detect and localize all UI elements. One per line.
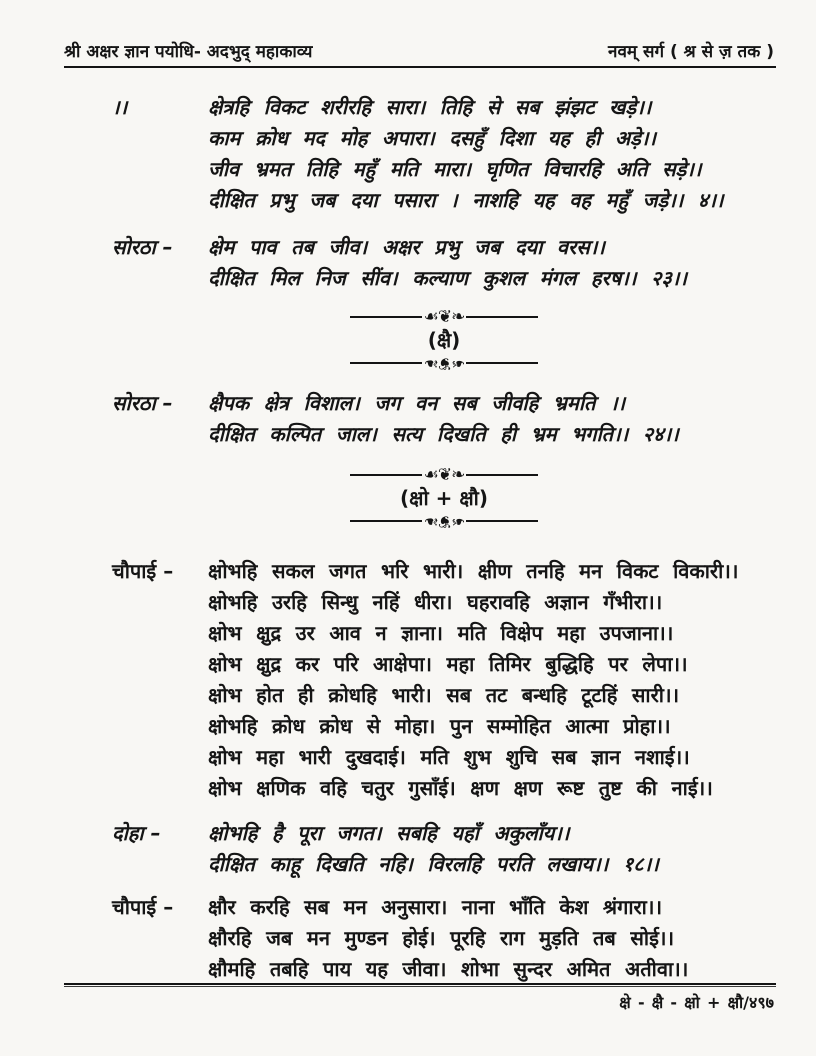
verse-lines [208,388,776,450]
divider-line-segment [466,362,538,364]
verse-block [112,232,776,294]
ornament-row [350,466,539,484]
floral-ornament-icon: ☙❦❧ [423,307,465,327]
verse-line: क्षोभ क्षणिक वहि चतुर गुसाँई। क्षण क्षण रूष्ट तुष्ट की नाई।। [208,776,713,800]
divider-line-segment [350,316,422,318]
divider-line-segment [466,520,538,522]
verse-block [112,556,776,804]
verse-label: ।। [112,95,128,119]
verse-block [112,818,776,880]
verse-label: सोरठा – [112,235,173,259]
verse-line: दीक्षित प्रभु जब दया पसारा । नाशहि यह वह महुँ जड़े।। ४।। [208,188,724,212]
floral-ornament-icon: ☙❦❧ [423,353,465,373]
verse-line: क्षौमहि तबहि पाय यह जीवा। शोभा सुन्दर अमित अतीवा।। [208,957,689,981]
header-title-left: श्री अक्षर ज्ञान पयोधि- अदभुद् महाकाव्य [64,42,313,62]
page-body [112,92,776,985]
verse-line: दीक्षित कल्पित जाल। सत्य दिखति ही भ्रम भगति।। २४।। [208,422,679,446]
verse-line: क्षोभ होत ही क्रोधहि भारी। सब तट बन्धहि टूटहिं सारी।। [208,683,680,707]
verse-line: क्षोभ क्षुद्र कर परि आक्षेपा। महा तिमिर बुद्धिहि पर लेपा।। [208,652,688,676]
verse-line: क्षेम पाव तब जीव। अक्षर प्रभु जब दया वरस।। [208,235,605,259]
verse-label: चौपाई – [112,895,174,919]
floral-ornament-icon: ☙❦❧ [423,511,465,531]
section-divider [112,466,776,530]
verse-line: जीव भ्रमत तिहि महुँ मति मारा। घृणित विचारहि अति सड़े।। [208,157,702,181]
divider-caption: (क्षै) [427,328,461,352]
verse-line: काम क्रोध मद मोह अपारा। दसहुँ दिशा यह ही अड़े।। [208,126,657,150]
verse-line: क्षोभ महा भारी दुखदाई। मति शुभ शुचि सब ज्ञान नशाई।। [208,745,690,769]
ornament-row [350,308,539,326]
verse-block [112,92,776,216]
floral-ornament-icon: ☙❦❧ [423,465,465,485]
verse-block [112,892,776,985]
verse-line: दीक्षित मिल निज सींव। कल्याण कुशल मंगल हरष।। २३।। [208,266,687,290]
verse-line: क्षोभ क्षुद्र उर आव न ज्ञाना। मति विक्षेप महा उपजाना।। [208,621,674,645]
footer-page-number: क्षे - क्षै - क्षो + क्षौ/४९७ [619,993,774,1012]
verse-line: क्षौर करहि सब मन अनुसारा। नाना भाँति केश श्रंगारा।। [208,895,663,919]
verse-lines [208,892,776,985]
verse-label: चौपाई – [112,559,174,583]
ornament-row [350,354,539,372]
verse-line: क्षोभहि क्रोध क्रोध से मोहा। पुन सम्मोहित आत्मा प्रोहा।। [208,714,671,738]
verse-line: क्षोभहि है पूरा जगत। सबहि यहाँ अकुलाँय।। [208,821,570,845]
divider-line-segment [350,520,422,522]
footer-rule [64,983,776,987]
section-divider [112,308,776,372]
header-rule [64,66,776,68]
divider-line-segment [350,362,422,364]
divider-caption: (क्षो + क्षौ) [399,486,488,510]
verse-lines [208,818,776,880]
divider-line-segment [466,316,538,318]
divider-line-segment [350,474,422,476]
page-header [64,42,774,62]
verse-block [112,388,776,450]
verse-line: क्षेत्रहि विकट शरीरहि सारा। तिहि से सब झंझट खड़े।। [208,95,652,119]
ornament-row [350,512,539,530]
verse-lines [208,232,776,294]
header-title-right: नवम् सर्ग ( श्र से ज़ तक ) [608,42,774,62]
verse-line: क्षैपक क्षेत्र विशाल। जग वन सब जीवहि भ्रमति ।। [208,391,626,415]
verse-label: सोरठा – [112,391,173,415]
verse-line: क्षौरहि जब मन मुण्डन होई। पूरहि राग मुड़ति तब सोई।। [208,926,675,950]
verse-line: क्षोभहि उरहि सिन्धु नहिं धीरा। घहरावहि अज्ञान गँभीरा।। [208,590,663,614]
verse-line: दीक्षित काहू दिखति नहि। विरलहि परति लखाय।। १८।। [208,852,659,876]
verse-label: दोहा – [112,821,161,845]
verse-line: क्षोभहि सकल जगत भरि भारी। क्षीण तनहि मन विकट विकारी।। [208,559,739,583]
verse-lines [208,92,776,216]
verse-lines [208,556,776,804]
divider-line-segment [466,474,538,476]
